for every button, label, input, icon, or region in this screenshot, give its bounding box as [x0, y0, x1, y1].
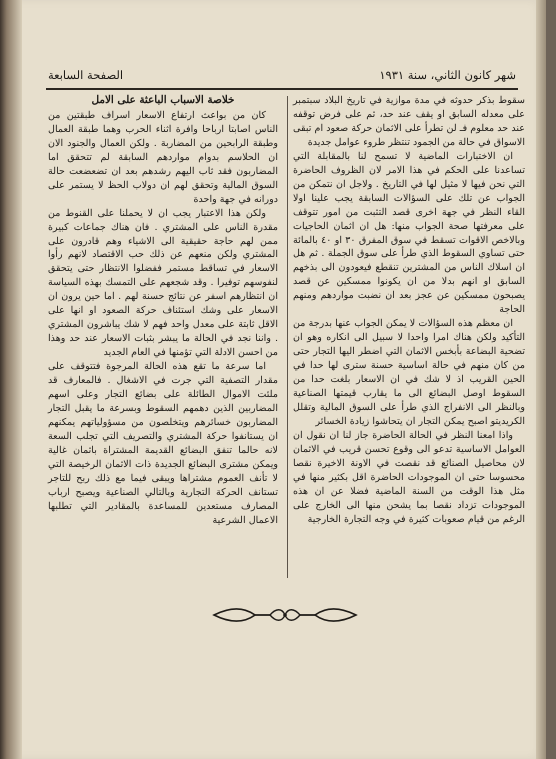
- left-paragraph-3: اما سرعة ما تقع هذه الحالة المرجوة فتتوقف على مقدار التصفية التي جرت في الاشغال . فالمعارف قد ملئت الاموال الطائلة على بضائع التجار وعلى اسهم المضاربين الذين دهمهم السقوط وبسرعة ما يقبل التجار المضاربون خسائرهم ويتخلصون من مسؤولياتهم يمكنهم ان يستانفوا حركة المشتري والتصريف التي تجلب السعة لانه حالما تنفق البضائع القديمة المشتراة باثمان غالية ويمكن مشترى البضائع الجديدة ذات الاثمان الرخيصة التي لا تأنف العموم مشتراها ويبقى فيما مع ذلك ربح للتاجر تستانف الحركة التجارية وبالتالي الصناعية ويصبح ارباب المصارف مستعدين للمساعدة بالمقادير التي تطلبها الاعمال الشرعية: [48, 361, 278, 526]
- section-title: خلاصة الاسباب الباعثة على الامل: [91, 94, 235, 106]
- right-paragraph-3: ان معظم هذه السؤالات لا يمكن الجواب عنها بدرجة من التأكيد ولكن هناك امرا واحدا لا سبيل الى انكاره وهو ان تضحية البضاعة بأبخس الاثمان التي اضطر اليها التجار حتى من كان منهم في حالة اساسية حسنة سترى لها حدا في الحين القريب اذ لا شك في ان الاسعار بلغت حدا من السقوط اوصل البضائع الى ما يقارب قيمتها الصناعية وبالنظر الى الانفراج الذي طرأ على السوق المالية وتقلل الكريديتو اصبح يمكن التجار ان يتحاشوا زيادة الخسائر: [293, 318, 525, 427]
- header-rule: [46, 88, 518, 90]
- left-column: [48, 94, 278, 528]
- right-paragraph-4: واذا امعنا النظر في الحالة الحاضرة جاز لنا ان نقول ان العوامل الاساسية تدعو الى وقوع تحسن قريب في الاثمان لان محاصيل الصنائع قد نقصت في الاونة الاخيرة نقصا محسوسا حتى ان الموجودات الحاضرة اقل بكثير منها في مثل هذا الوقت من السنة الماضية فضلا عن ان هذه الموجودات تزداد نقصا بما يشحن منها الى الخارج على الرغم من قيام صعوبات كثيرة في وجه التجارة الخارجية: [293, 429, 525, 525]
- right-column: [293, 94, 525, 527]
- issue-date: شهر كانون الثاني، سنة ١٩٣١: [379, 68, 516, 82]
- page-edge: [536, 0, 546, 759]
- page-header: [48, 68, 516, 88]
- book-spine: [0, 0, 22, 759]
- left-paragraph-1: كان من بواعث ارتفاع الاسعار اسراف طبقتين من الناس اصابتا ارباحا وافرة اثناء الحرب وهما طبقة العمال وطبقة الرابحين من المضاربة . ولكن العمال والجنود الان ان الحلاسم بدوام مواردهم السابقة لم تتحقق اما المضاربون فقد ثاب اليهم رشدهم بعد ان تضعضعت حالة السوق المالية وتحقق لهم ان دولاب الحظ لا يستمر على دورانه في جهة واحدة: [48, 109, 278, 205]
- left-paragraph-2: ولكن هذا الاعتبار يجب ان لا يحملنا على القنوط من مقدرة الناس على المشتري . فان هناك جماعات كبيرة ممن لهم حاجة حقيقية الى الاشياء وهم قادرون على المشتري ولكن منعهم عن ذلك حب الاقتصاد لانهم رأوا الاسعار في تساقط مستمر ففضلوا الانتظار حتى يتحقق لنفوسهم توفيرا . وقد شجعهم على التمسك بهذه السياسة ان انتظارهم اسفر عن نتائج حسنة لهم . اما حين يرون ان الاسعار على وشك استئناف حركة الصعود او انها على الاقل ثابتة على معدل واحد فهم لا شك يباشرون المشتري . واننا نجد في الحالة ما يبشر بثبات الاسعار عند حد وهذا من احسن الادلة التي تؤمنها في العام الجديد: [48, 207, 278, 359]
- right-paragraph-2: ان الاختبارات الماضية لا تسمح لنا بالمقابلة التي تساعدنا على الحكم في هذا الامر لان الظروف الحاضرة التي نحن فيها لا مثيل لها في التاريخ . ولاجل ان نتمكن من الجواب عن تلك على السؤالات السابقة يجب علينا اولا القاء النظر في جهة اخرى قصد التثبت من امور تتوقف على معرفتها صحة الجواب منها: هل ان اثمان الحاجيات وبالاخص الاقوات تسقط في سوق المفرق ٣٠ او ٤٠ بالمائة حتى تساوي السقوط الذي طرأ على سوق الجملة . ثم هل ان اسلاك الناس من المشترين تنقطع فيعودون الى بذخهم السابق او انهم بدلا من ان يكونوا ممسكين عن قصد يصبحون ممسكين عن عجز بعد ان نضبت مواردهم ومنهم الحاجة: [293, 150, 525, 316]
- right-paragraph-1: سقوط بذكر حدوثه في مدة موازية في تاريخ البلاد سبتمبر على معدله السابق او يقف عند حد، ثم على فرض توقفه عند حد معلوم فـ لن تطرأ على الاثمان حركة صعود ام تبقى الاسواق في حالة من الجمود تنتظر طروء عوامل جديدة: [293, 95, 525, 148]
- page-number-label: الصفحة السابعة: [48, 68, 124, 82]
- column-divider: [287, 96, 288, 578]
- ornament-divider: [210, 604, 360, 626]
